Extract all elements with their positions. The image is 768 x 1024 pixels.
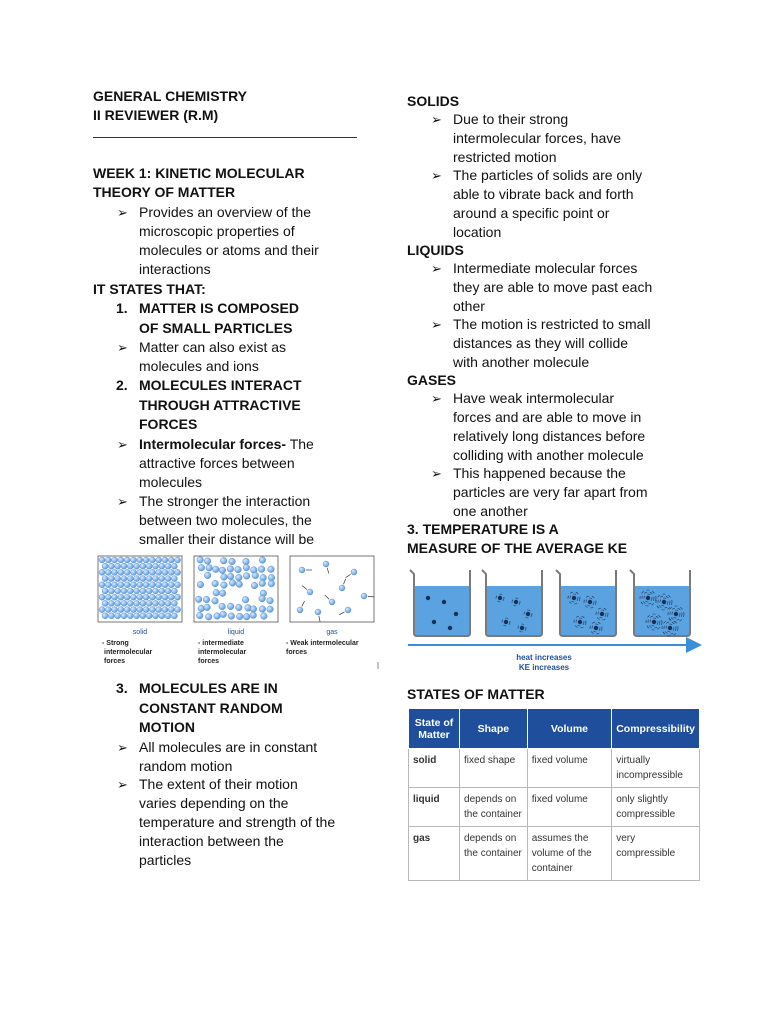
gas-particle bbox=[297, 607, 303, 613]
beaker-particle bbox=[526, 612, 530, 616]
gases-bullet-1: ➢ Have weak intermolecular forces and are able to move in relatively long distances before colliding with another molecule bbox=[431, 390, 646, 463]
beaker-water bbox=[561, 586, 615, 635]
header-state: State of Matter bbox=[409, 709, 460, 749]
solid-particle bbox=[140, 613, 146, 619]
solid-particle bbox=[121, 563, 127, 569]
liquid-particle bbox=[220, 557, 227, 564]
gas-particle bbox=[323, 561, 329, 567]
solid-particle bbox=[149, 607, 155, 613]
solid-particle bbox=[99, 594, 105, 600]
liquid-particle bbox=[267, 606, 274, 613]
solid-particle bbox=[124, 569, 130, 575]
solid-particle bbox=[171, 576, 177, 582]
liquid-particle bbox=[203, 596, 210, 603]
liquid-particle bbox=[268, 580, 275, 587]
arrowhead-bullet-icon: ➢ bbox=[117, 340, 128, 355]
solid-particle bbox=[146, 576, 152, 582]
solid-particle bbox=[149, 582, 155, 588]
solid-particle bbox=[137, 607, 143, 613]
arrowhead-bullet-icon: ➢ bbox=[117, 494, 128, 509]
liquid-particle bbox=[214, 613, 221, 620]
solid-particles bbox=[99, 557, 181, 619]
solid-particle bbox=[121, 576, 127, 582]
liquid-particle bbox=[198, 564, 205, 571]
solid-particle bbox=[137, 557, 143, 563]
solid-particle bbox=[149, 594, 155, 600]
liquid-particle bbox=[258, 566, 265, 573]
solid-particle bbox=[168, 569, 174, 575]
solid-particle bbox=[127, 613, 133, 619]
gases-bullet-2: ➢ This happened because the particles are very far apart from one another bbox=[431, 465, 648, 519]
solid-particle bbox=[127, 563, 133, 569]
solid-particle bbox=[156, 594, 162, 600]
beaker-particle bbox=[646, 596, 650, 600]
solid-particle bbox=[108, 613, 114, 619]
solid-particle bbox=[124, 594, 130, 600]
solid-particle bbox=[105, 594, 111, 600]
solid-particle bbox=[102, 613, 108, 619]
solid-particle bbox=[121, 613, 127, 619]
gas-box bbox=[290, 556, 374, 622]
solid-particle bbox=[165, 576, 171, 582]
liquid-particle bbox=[235, 566, 242, 573]
liquid-particle bbox=[228, 613, 235, 620]
liquid-particle bbox=[236, 581, 243, 588]
solid-particle bbox=[165, 588, 171, 594]
solid-particle bbox=[112, 557, 118, 563]
liquid-particle bbox=[219, 567, 226, 574]
liquid-particle bbox=[243, 558, 250, 565]
arrowhead-bullet-icon: ➢ bbox=[117, 777, 128, 792]
liquid-particle bbox=[204, 604, 211, 611]
solid-particle bbox=[140, 600, 146, 606]
solid-particle bbox=[105, 607, 111, 613]
solid-particle bbox=[153, 563, 159, 569]
solid-particle bbox=[165, 563, 171, 569]
intro-bullet: ➢ Provides an overview of the microscopic properties of molecules or atoms and their interactions bbox=[117, 204, 319, 277]
liquid-particle bbox=[205, 614, 212, 621]
liquid-particle bbox=[212, 580, 219, 587]
beaker-particle bbox=[662, 600, 666, 604]
solid-particle bbox=[140, 588, 146, 594]
solid-particle bbox=[134, 600, 140, 606]
liquid-particle bbox=[268, 574, 275, 581]
solid-particle bbox=[143, 557, 149, 563]
beaker-particle bbox=[454, 612, 458, 616]
beaker-particle bbox=[448, 626, 452, 630]
solid-particle bbox=[168, 557, 174, 563]
solid-label: solid bbox=[132, 629, 148, 636]
beaker-particle bbox=[594, 626, 598, 630]
arrowhead-bullet-icon: ➢ bbox=[117, 437, 128, 452]
liquid-particle bbox=[219, 603, 226, 610]
liquid-particle bbox=[243, 564, 250, 571]
solid-desc-1: - Strong bbox=[102, 640, 129, 647]
beaker-particle bbox=[504, 620, 508, 624]
solid-particle bbox=[159, 588, 165, 594]
liquid-particle bbox=[229, 580, 236, 587]
liquid-particle bbox=[220, 611, 227, 618]
solid-particle bbox=[159, 563, 165, 569]
liquid-particle bbox=[206, 565, 213, 572]
solid-particle bbox=[153, 600, 159, 606]
solid-particle bbox=[124, 607, 130, 613]
liquid-particle bbox=[197, 581, 204, 588]
solid-particle bbox=[131, 607, 137, 613]
liquid-particle bbox=[267, 597, 274, 604]
liquid-desc-1: - intermediate bbox=[198, 640, 244, 647]
solids-bullet-1: ➢ Due to their strong intermolecular forces, have restricted motion bbox=[431, 111, 622, 165]
solid-particle bbox=[102, 588, 108, 594]
solid-particle bbox=[168, 594, 174, 600]
solid-particle bbox=[143, 607, 149, 613]
liquid-particle bbox=[198, 605, 205, 612]
solid-particle bbox=[105, 582, 111, 588]
principle-3: 3. MOLECULES ARE IN CONSTANT RANDOM MOTION bbox=[116, 680, 283, 735]
gas-particle bbox=[329, 599, 335, 605]
liquid-particle bbox=[252, 572, 259, 579]
liquid-particle bbox=[251, 582, 258, 589]
liquid-label: liquid bbox=[227, 629, 245, 636]
solid-particle bbox=[118, 582, 124, 588]
solid-particle bbox=[171, 613, 177, 619]
solid-particle bbox=[121, 588, 127, 594]
solid-particle bbox=[127, 600, 133, 606]
liquid-particle bbox=[221, 582, 228, 589]
solid-particle bbox=[124, 582, 130, 588]
principle-2-bullet-1: ➢ Intermolecular forces- The attractive forces between molecules bbox=[117, 436, 314, 490]
solid-particle bbox=[99, 582, 105, 588]
solid-particle bbox=[162, 569, 168, 575]
solid-particle bbox=[156, 569, 162, 575]
arrowhead-bullet-icon: ➢ bbox=[431, 168, 442, 183]
table-row: gas depends on the container assumes the volume of the container very compressible bbox=[409, 827, 700, 881]
liquid-particle bbox=[259, 557, 266, 564]
liquid-particle bbox=[196, 612, 203, 619]
gas-particle bbox=[339, 585, 345, 591]
solid-particle bbox=[156, 582, 162, 588]
solid-particle bbox=[124, 557, 130, 563]
states-that-heading: IT STATES THAT: bbox=[93, 281, 206, 297]
gas-desc-1: - Weak intermolecular bbox=[286, 640, 359, 647]
solids-heading: SOLIDS bbox=[407, 93, 460, 109]
solid-particle bbox=[156, 607, 162, 613]
solid-particle bbox=[140, 563, 146, 569]
heat-increases-label: heat increases bbox=[516, 653, 572, 662]
liquid-particle bbox=[261, 613, 268, 620]
solid-particle bbox=[108, 576, 114, 582]
solid-particle bbox=[156, 557, 162, 563]
solid-particle bbox=[175, 569, 181, 575]
liquid-particle bbox=[204, 558, 211, 565]
principle-1-bullet: ➢ Matter can also exist as molecules and ions bbox=[117, 339, 287, 374]
header-shape: Shape bbox=[460, 709, 528, 749]
solid-particle bbox=[121, 600, 127, 606]
principle-3-bullet-2: ➢ The extent of their motion varies depending on the temperature and strength of the interaction between the particles bbox=[117, 776, 336, 868]
liquid-particle bbox=[250, 606, 257, 613]
gas-particle bbox=[351, 569, 357, 575]
solid-particle bbox=[115, 588, 121, 594]
liquid-particle bbox=[195, 596, 202, 603]
solid-particle bbox=[108, 588, 114, 594]
solid-particle bbox=[146, 588, 152, 594]
solid-particle bbox=[112, 582, 118, 588]
beaker-particle bbox=[600, 612, 604, 616]
solid-particle bbox=[165, 613, 171, 619]
ke-increases-label: KE increases bbox=[518, 663, 570, 672]
solid-particle bbox=[159, 576, 165, 582]
liquid-particle bbox=[259, 606, 266, 613]
beakers bbox=[410, 570, 690, 636]
gases-heading: GASES bbox=[407, 372, 457, 388]
liquid-particle bbox=[197, 557, 204, 564]
solid-particle bbox=[134, 613, 140, 619]
gas-particle bbox=[315, 609, 321, 615]
liquid-particle bbox=[242, 596, 249, 603]
solid-particle bbox=[118, 569, 124, 575]
liquid-particle bbox=[212, 566, 219, 573]
solids-bullet-2: ➢ The particles of solids are only able to vibrate back and forth around a specific point or location bbox=[431, 167, 643, 240]
states-particle-figure bbox=[96, 552, 382, 672]
solid-particle bbox=[115, 563, 121, 569]
liquid-particle bbox=[259, 580, 266, 587]
solid-particle bbox=[105, 569, 111, 575]
arrowhead-bullet-icon: ➢ bbox=[431, 317, 442, 332]
solid-particle bbox=[112, 594, 118, 600]
solid-particle bbox=[153, 588, 159, 594]
states-table bbox=[408, 708, 700, 881]
solid-particle bbox=[146, 600, 152, 606]
gas-particle bbox=[299, 567, 305, 573]
solid-particle bbox=[102, 600, 108, 606]
gas-particle bbox=[361, 593, 367, 599]
liquid-particle bbox=[236, 613, 243, 620]
solid-particle bbox=[146, 613, 152, 619]
liquids-heading: LIQUIDS bbox=[407, 242, 464, 258]
solid-particle bbox=[140, 576, 146, 582]
liquid-particle bbox=[221, 574, 228, 581]
solid-particle bbox=[108, 563, 114, 569]
solid-particle bbox=[175, 557, 181, 563]
solid-particle bbox=[99, 557, 105, 563]
arrowhead-bullet-icon: ➢ bbox=[431, 261, 442, 276]
solid-particle bbox=[99, 607, 105, 613]
solid-particle bbox=[171, 588, 177, 594]
liquid-particle bbox=[219, 590, 226, 597]
solid-particle bbox=[115, 600, 121, 606]
header-compressibility: Compressibility bbox=[612, 709, 700, 749]
solid-particle bbox=[165, 600, 171, 606]
solid-particle bbox=[118, 594, 124, 600]
solid-particle bbox=[108, 600, 114, 606]
principle-2: 2. MOLECULES INTERACT THROUGH ATTRACTIVE FORCES bbox=[116, 377, 302, 432]
solid-particle bbox=[175, 607, 181, 613]
solid-particle bbox=[143, 594, 149, 600]
document-title: GENERAL CHEMISTRY II REVIEWER (R.M) bbox=[93, 88, 248, 123]
solid-particle bbox=[168, 607, 174, 613]
solid-particle bbox=[134, 588, 140, 594]
solid-particle bbox=[112, 569, 118, 575]
beaker-particle bbox=[674, 612, 678, 616]
table-header-row bbox=[409, 709, 700, 749]
arrowhead-bullet-icon: ➢ bbox=[117, 205, 128, 220]
solid-particle bbox=[105, 557, 111, 563]
liquid-particle bbox=[212, 598, 219, 605]
solid-particle bbox=[171, 563, 177, 569]
gas-desc-2: forces bbox=[286, 649, 308, 656]
arrowhead-bullet-icon: ➢ bbox=[117, 740, 128, 755]
solid-particle bbox=[118, 607, 124, 613]
solid-particle bbox=[131, 569, 137, 575]
solid-particle bbox=[162, 607, 168, 613]
solid-particle bbox=[102, 563, 108, 569]
principle-2-bullet-2: ➢ The stronger the interaction between two molecules, the smaller their distance will be bbox=[117, 493, 315, 547]
solid-particle bbox=[131, 557, 137, 563]
solid-particle bbox=[159, 613, 165, 619]
solid-particle bbox=[102, 576, 108, 582]
liquids-bullet-1: ➢ Intermediate molecular forces they are able to move past each other bbox=[431, 260, 653, 314]
solid-particle bbox=[134, 563, 140, 569]
beaker-particle bbox=[520, 626, 524, 630]
states-of-matter-heading: STATES OF MATTER bbox=[407, 686, 545, 702]
beakers-figure bbox=[406, 564, 704, 676]
gas-particle bbox=[307, 589, 313, 595]
solid-particle bbox=[131, 594, 137, 600]
solid-particle bbox=[134, 576, 140, 582]
liquid-desc-3: forces bbox=[198, 658, 220, 665]
liquid-particle bbox=[227, 573, 234, 580]
solid-particle bbox=[168, 582, 174, 588]
beaker-particle bbox=[578, 620, 582, 624]
solid-particle bbox=[127, 588, 133, 594]
title-divider bbox=[93, 137, 357, 138]
header-volume: Volume bbox=[527, 709, 612, 749]
beaker-particle bbox=[588, 600, 592, 604]
solid-particle bbox=[149, 569, 155, 575]
liquid-particle bbox=[204, 572, 211, 579]
solid-particle bbox=[159, 600, 165, 606]
solid-particle bbox=[171, 600, 177, 606]
liquid-desc-2: intermolecular bbox=[198, 649, 247, 656]
solid-particle bbox=[112, 607, 118, 613]
solid-desc-3: forces bbox=[104, 658, 126, 665]
solid-particle bbox=[115, 576, 121, 582]
arrowhead-bullet-icon: ➢ bbox=[431, 391, 442, 406]
beaker-particle bbox=[652, 620, 656, 624]
arrowhead-bullet-icon: ➢ bbox=[431, 466, 442, 481]
solid-particle bbox=[175, 594, 181, 600]
principle-1: 1. MATTER IS COMPOSED OF SMALL PARTICLES bbox=[116, 300, 299, 336]
solid-desc-2: intermolecular bbox=[104, 649, 153, 656]
liquid-particle bbox=[236, 604, 243, 611]
liquid-particle bbox=[227, 566, 234, 573]
beaker-particle bbox=[514, 600, 518, 604]
arrowhead-bullet-icon: ➢ bbox=[431, 112, 442, 127]
liquid-particle bbox=[227, 603, 234, 610]
solid-particle bbox=[149, 557, 155, 563]
beaker-particle bbox=[572, 596, 576, 600]
solid-particle bbox=[131, 582, 137, 588]
liquid-particle bbox=[243, 573, 250, 580]
beaker-particle bbox=[498, 596, 502, 600]
solid-particle bbox=[153, 613, 159, 619]
solid-particle bbox=[162, 582, 168, 588]
solid-particle bbox=[175, 582, 181, 588]
solid-particle bbox=[162, 594, 168, 600]
solid-particle bbox=[153, 576, 159, 582]
temperature-heading: 3. TEMPERATURE IS A MEASURE OF THE AVERAGE KE bbox=[407, 521, 628, 556]
gas-label: gas bbox=[326, 629, 338, 636]
beaker-particle bbox=[442, 600, 446, 604]
week-heading: WEEK 1: KINETIC MOLECULAR THEORY OF MATTER bbox=[93, 165, 305, 200]
solid-particle bbox=[137, 569, 143, 575]
gas-particle bbox=[345, 607, 351, 613]
liquid-particle bbox=[250, 612, 257, 619]
solid-particle bbox=[137, 594, 143, 600]
liquid-particle bbox=[229, 558, 236, 565]
solid-particle bbox=[115, 613, 121, 619]
liquid-particle bbox=[236, 574, 243, 581]
liquid-particle bbox=[259, 595, 266, 602]
solid-particle bbox=[99, 569, 105, 575]
solid-particle bbox=[146, 563, 152, 569]
solid-particle bbox=[143, 582, 149, 588]
solid-particle bbox=[137, 582, 143, 588]
beaker-water bbox=[415, 586, 469, 635]
beaker-particle bbox=[426, 596, 430, 600]
liquid-particle bbox=[243, 613, 250, 620]
principle-3-bullet-1: ➢ All molecules are in constant random motion bbox=[117, 739, 318, 774]
liquids-bullet-2: ➢ The motion is restricted to small distances as they will collide with another molecule bbox=[431, 316, 651, 370]
table-row: solid fixed shape fixed volume virtually incompressible bbox=[409, 749, 700, 788]
liquid-particle bbox=[213, 589, 220, 596]
solid-particle bbox=[143, 569, 149, 575]
beaker-water bbox=[487, 586, 541, 635]
liquid-particle bbox=[268, 566, 275, 573]
solid-particle bbox=[162, 557, 168, 563]
solid-particle bbox=[118, 557, 124, 563]
table-row: liquid depends on the container fixed volume only slightly compressible bbox=[409, 788, 700, 827]
solid-particle bbox=[127, 576, 133, 582]
beaker-particle bbox=[668, 626, 672, 630]
beaker-particle bbox=[432, 620, 436, 624]
